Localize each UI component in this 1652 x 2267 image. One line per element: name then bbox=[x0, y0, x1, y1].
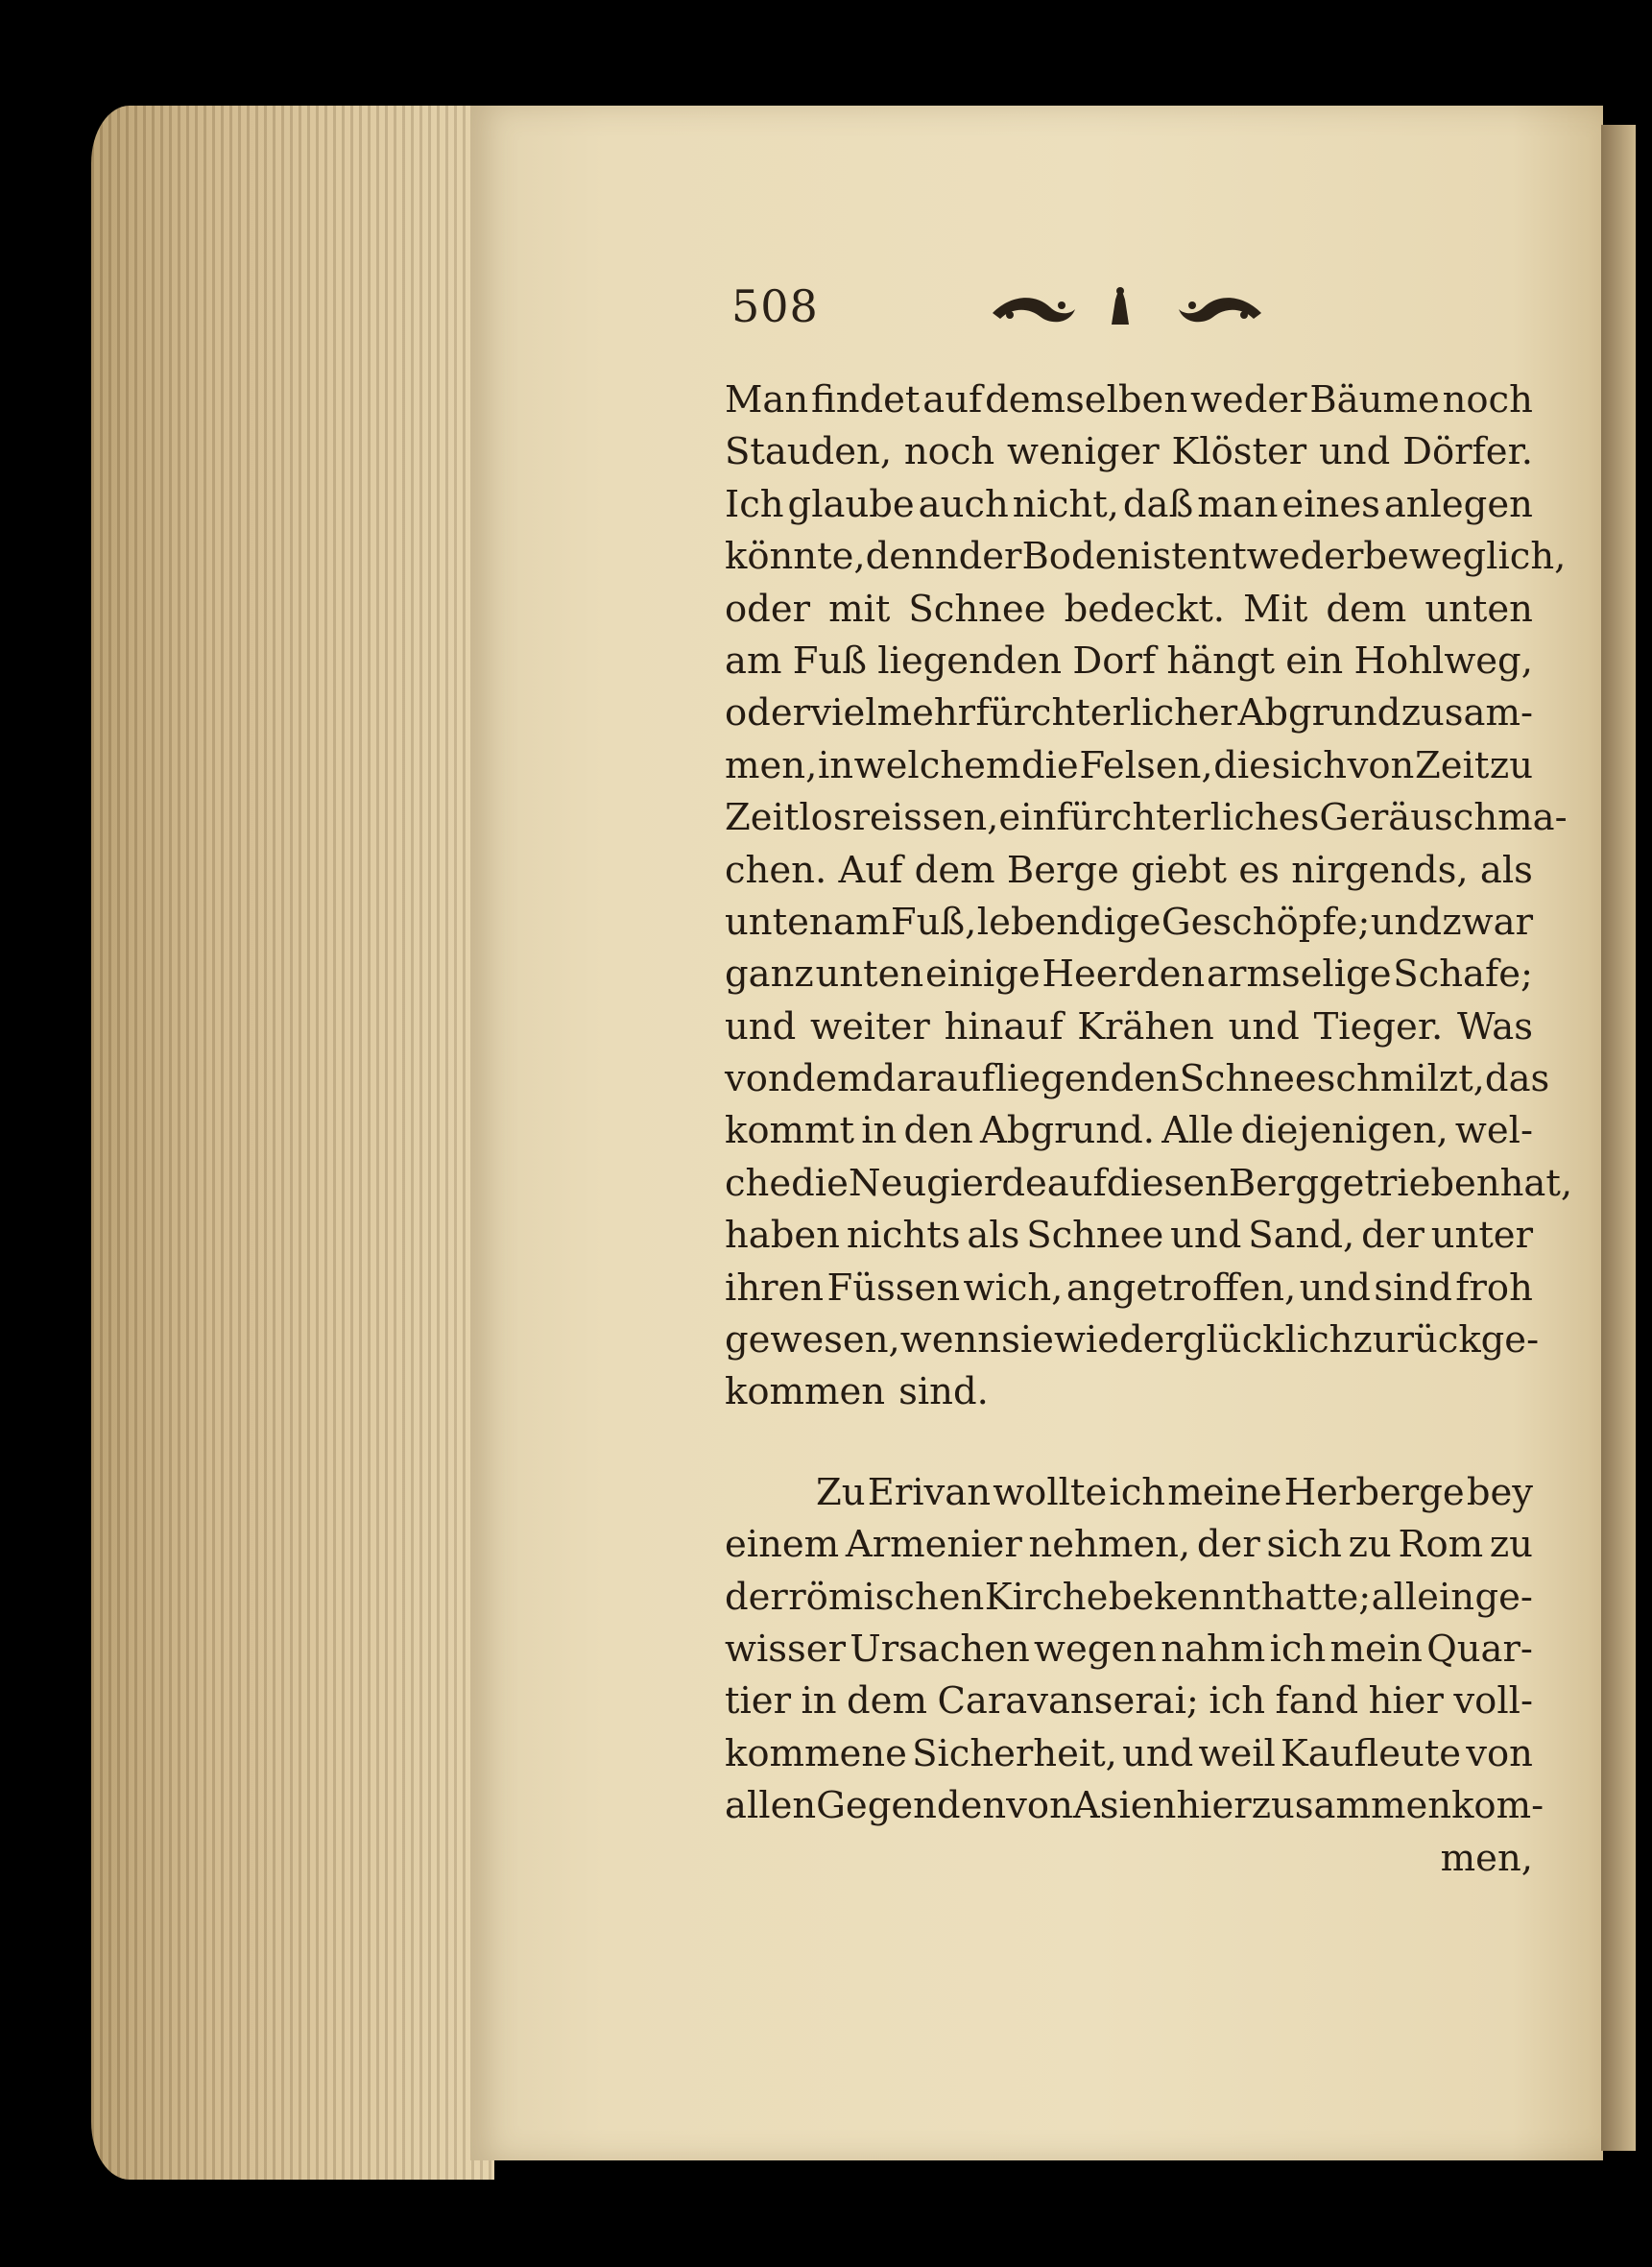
text-line: tier in dem Caravanserai; ich fand hier voll- bbox=[725, 1679, 1533, 1724]
text-line: men, in welchem die Felsen, die sich von Zeit zu bbox=[725, 743, 1533, 787]
text-line: kommen sind. bbox=[725, 1370, 989, 1414]
text-line: haben nichts als Schnee und Sand, der unter bbox=[725, 1214, 1533, 1258]
text-line: Man findet auf demselben weder Bäume noch bbox=[725, 378, 1533, 422]
catchword: men, bbox=[1440, 1836, 1533, 1880]
book-page-edges bbox=[91, 106, 494, 2180]
text-line: einem Armenier nehmen, der sich zu Rom zu bbox=[725, 1523, 1533, 1567]
text-line: könnte, denn der Boden ist entweder beweglich, bbox=[725, 535, 1567, 579]
text-line: wisser Ursachen wegen nahm ich mein Quar- bbox=[725, 1627, 1533, 1671]
text-line: ganz unten einige Heerden armselige Schafe; bbox=[725, 953, 1533, 997]
facing-page-edge bbox=[1601, 125, 1636, 2151]
text-line: oder mit Schnee bedeckt. Mit dem unten bbox=[725, 587, 1533, 631]
text-line: Ich glaube auch nicht, daß man eines anlegen bbox=[725, 482, 1533, 526]
text-line: gewesen, wenn sie wieder glücklich zurück ge- bbox=[725, 1318, 1540, 1363]
paragraph-gap bbox=[725, 1419, 1533, 1467]
text-line: Zu Erivan wollte ich meine Herberge bey bbox=[816, 1470, 1533, 1514]
text-line: allen Gegenden von Asien hier zusammen kom- bbox=[725, 1784, 1544, 1828]
page-number: 508 bbox=[731, 280, 819, 332]
text-line: ihren Füssen wich, angetroffen, und sind froh bbox=[725, 1266, 1533, 1310]
text-line: Zeit losreissen, ein fürchterliches Geräusch ma- bbox=[725, 796, 1568, 840]
text-line: kommene Sicherheit, und weil Kaufleute von bbox=[725, 1731, 1533, 1775]
text-line: oder vielmehr fürchterlicher Abgrund zusam- bbox=[725, 691, 1533, 736]
text-line: che die Neugierde auf diesen Berg getrieben hat, bbox=[725, 1161, 1573, 1205]
text-line: von dem darauf liegenden Schnee schmilzt, das bbox=[725, 1057, 1550, 1101]
text-line: Stauden, noch weniger Klöster und Dörfer. bbox=[725, 430, 1533, 474]
text-line: der römischen Kirche bekennt hatte; allein ge- bbox=[725, 1575, 1533, 1619]
body-text bbox=[725, 374, 1573, 1885]
text-line: kommt in den Abgrund. Alle diejenigen, wel- bbox=[725, 1109, 1533, 1153]
text-line: chen. Auf dem Berge giebt es nirgends, als bbox=[725, 848, 1533, 892]
page-header bbox=[731, 280, 1269, 338]
fleuron-ornament-icon bbox=[983, 286, 1271, 334]
text-line: und weiter hinauf Krähen und Tieger. Was bbox=[725, 1004, 1533, 1049]
text-line: unten am Fuß, lebendige Geschöpfe; und zwar bbox=[725, 900, 1533, 944]
text-line: am Fuß liegenden Dorf hängt ein Hohlweg, bbox=[725, 639, 1533, 683]
